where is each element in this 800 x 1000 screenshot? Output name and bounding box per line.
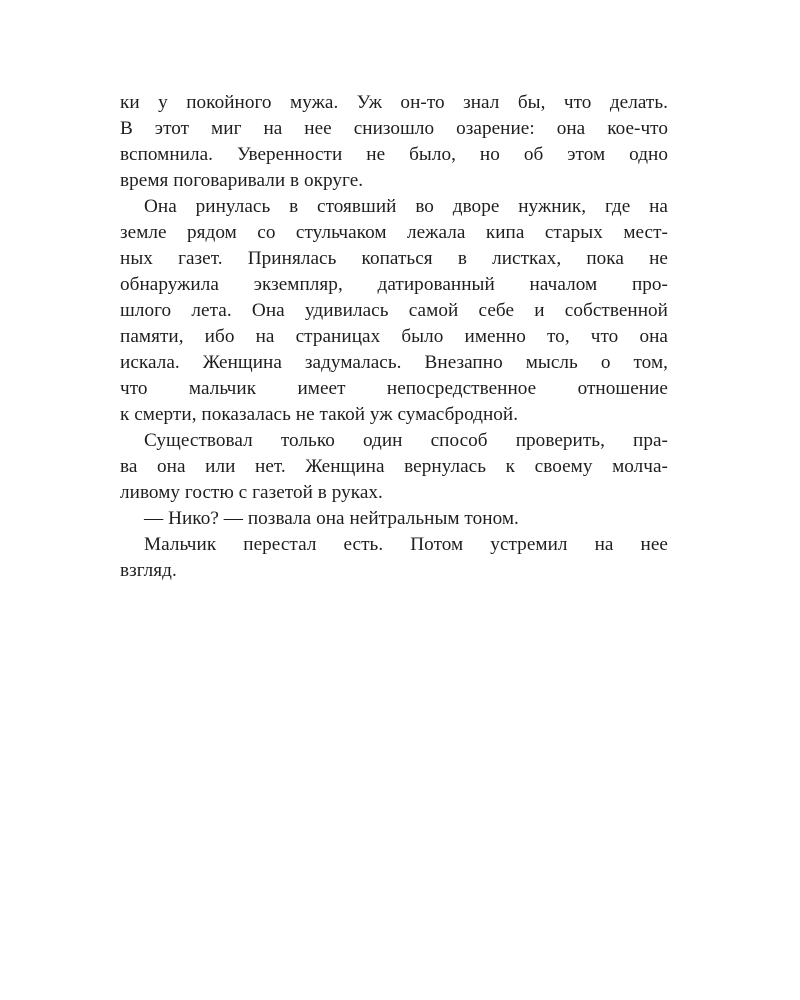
paragraph-3 [120, 428, 668, 506]
paragraph-1 [120, 90, 668, 194]
text-line: Мальчик перестал есть. Потом устремил на нее [144, 534, 668, 555]
text-line: шлого лета. Она удивилась самой себе и собственной [120, 300, 668, 321]
text-line: памяти, ибо на страницах было именно то, что она [120, 326, 668, 347]
text-line: В этот миг на нее снизошло озарение: она кое-что [120, 118, 668, 139]
text-line: ных газет. Принялась копаться в листках, пока не [120, 248, 668, 269]
text-line: ва она или нет. Женщина вернулась к своему молча- [120, 456, 668, 477]
text-line: искала. Женщина задумалась. Внезапно мысль о том, [120, 352, 668, 373]
paragraph-5 [120, 532, 668, 584]
text-line: обнаружила экземпляр, датированный началом про- [120, 274, 668, 295]
text-line: ливому гостю с газетой в руках. [120, 482, 383, 503]
text-line: вспомнила. Уверенности не было, но об этом одно [120, 144, 668, 165]
text-line: — Нико? — позвала она нейтральным тоном. [144, 508, 519, 529]
text-line: что мальчик имеет непосредственное отношение [120, 378, 668, 399]
text-line: время поговаривали в округе. [120, 170, 364, 191]
body-text [120, 90, 668, 584]
dialogue-line [120, 506, 668, 532]
text-line: Существовал только один способ проверить, пра- [144, 430, 668, 451]
text-line: к смерти, показалась не такой уж сумасбродной. [120, 404, 519, 425]
text-line: Она ринулась в стоявший во дворе нужник, где на [144, 196, 668, 217]
text-line: ки у покойного мужа. Уж он-то знал бы, что делать. [120, 92, 668, 113]
text-line: взгляд. [120, 560, 177, 581]
text-line: земле рядом со стульчаком лежала кипа старых мест- [120, 222, 668, 243]
paragraph-2 [120, 194, 668, 428]
